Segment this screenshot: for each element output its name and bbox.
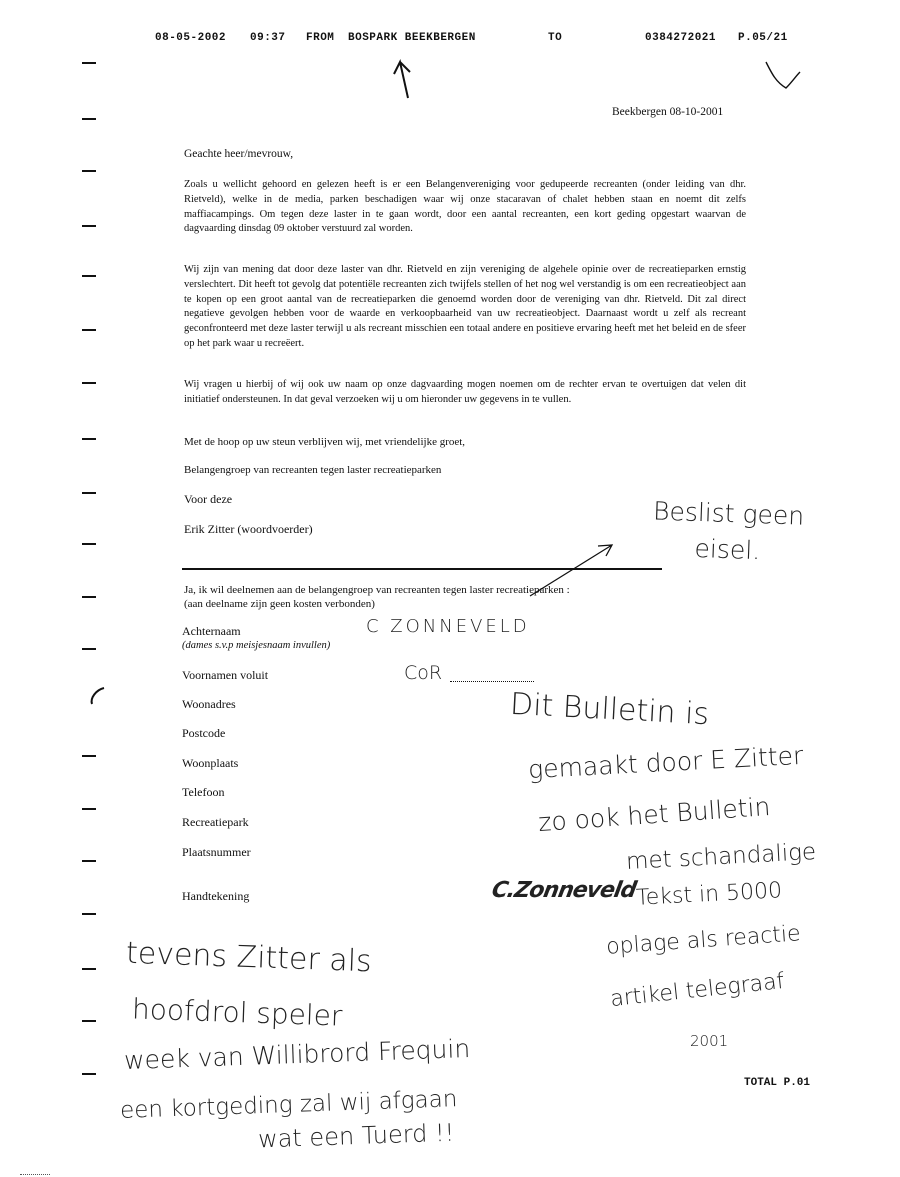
bottom-line-2: hoofdrol speler <box>131 992 343 1033</box>
fax-total: TOTAL P.01 <box>744 1077 811 1089</box>
bottom-line-4: een kortgeding zal wij afgaan <box>119 1086 458 1124</box>
signature: C.Zonneveld <box>489 878 638 903</box>
note-line-5: Tekst in 5000 <box>635 878 783 911</box>
label-recreatiepark: Recreatiepark <box>182 815 249 829</box>
label-telefoon: Telefoon <box>182 785 225 799</box>
fax-date: 08-05-2002 <box>155 32 227 44</box>
bottom-dots <box>20 1174 50 1175</box>
letter-paragraph-1: Zoals u wellicht gehoord en gelezen heeft is er een Belangenvereniging voor gedupeerde recreanten (onder leiding van dhr. Rietveld), welke in de media, parken beschadigen waar wij onze stacaravan of chalet hebben staan en noemt dit zelfs maffiacampings. Om tegen deze laster in te gaan wordt, door een aantal recreanten, een kort geding opgestart waarvan de dagvaarding dinsdag 09 oktober verstuurd zal worden. <box>184 179 746 235</box>
salutation: Geachte heer/mevrouw, <box>184 148 294 160</box>
label-woonplaats: Woonplaats <box>182 756 239 770</box>
label-handtekening: Handtekening <box>182 889 250 903</box>
sender: Belangengroep van recreanten tegen laster recreatieparken <box>184 464 442 476</box>
place-date: Beekbergen 08-10-2001 <box>612 106 724 118</box>
note-line-6: oplage als reactie <box>605 921 802 960</box>
bottom-line-3: week van Willibrord Frequin <box>123 1033 471 1076</box>
form-note: (aan deelname zijn geen kosten verbonden) <box>184 598 375 610</box>
fax-page: P.05/21 <box>738 32 788 44</box>
voor-deze: Voor deze <box>184 492 233 506</box>
note-line-1: Dit Bulletin is <box>509 686 710 733</box>
bottom-line-1: tevens Zitter als <box>125 935 373 980</box>
filled-achternaam: C ZONNEVELD <box>366 616 530 637</box>
handwritten-top-right: Beslist geen eisel. <box>652 496 805 566</box>
label-voornamen: Voornamen voluit <box>182 668 269 682</box>
closing: Met de hoop op uw steun verblijven wij, met vriendelijke groet, <box>184 436 466 448</box>
note-line-8: 2001 <box>690 1032 729 1050</box>
label-achternaam: Achternaam <box>182 624 241 638</box>
form-intro: Ja, ik wil deelnemen aan de belangengroep van recreanten tegen laster recreatieparken : <box>184 584 570 596</box>
fax-number: 0384272021 <box>645 32 717 44</box>
note-line-2: gemaakt door E Zitter <box>527 740 804 785</box>
note-line-4: met schandalige <box>625 839 817 875</box>
filled-voornamen: CoR <box>404 662 443 684</box>
fax-from: BOSPARK BEEKBERGEN <box>348 32 476 44</box>
bottom-line-5: wat een Tuerd !! <box>257 1118 455 1154</box>
signatory: Erik Zitter (woordvoerder) <box>184 522 313 536</box>
label-plaatsnummer: Plaatsnummer <box>182 845 251 859</box>
letter-paragraph-2: Wij zijn van mening dat door deze laster van dhr. Rietveld en zijn vereniging de algehele opinie over de recreatieparken ernstig verslechtert. Dit heeft tot gevolg dat potentiële recreanten zich twijfels stellen of het nog wel verstandig is om een recreatieobject aan te kopen op een groot aantal van de recreatieparken die genoemd worden door de vereniging van dhr. Rietveld. Dit zal direct negatieve gevolgen hebben voor de waarde en verkoopbaarheid van uw recreatieobject. Daarnaast wordt u zelf als recreant geconfronteerd met deze laster terwijl u als recreant misschien een totaal andere en positieve ervaring heeft met het beleid en de sfeer op het park waar u recreëert. <box>184 264 746 349</box>
fax-to-label: TO <box>548 32 563 44</box>
letter-paragraph-3: Wij vragen u hierbij of wij ook uw naam op onze dagvaarding mogen noemen om de rechter ervan te overtuigen dat velen dit initiatief ondersteunen. In dat geval verzoeken wij u om hieronder uw gegevens in te vullen. <box>184 379 746 405</box>
fax-from-label: FROM <box>306 32 335 44</box>
dotted-line <box>450 681 534 682</box>
label-woonadres: Woonadres <box>182 697 236 711</box>
note-line-7: artikel telegraaf <box>609 968 786 1013</box>
note-line-3: zo ook het Bulletin <box>537 791 772 838</box>
separator-line <box>182 568 662 570</box>
label-postcode: Postcode <box>182 726 226 740</box>
fax-time: 09:37 <box>250 32 286 44</box>
label-achternaam-note: (dames s.v.p meisjesnaam invullen) <box>182 640 331 651</box>
